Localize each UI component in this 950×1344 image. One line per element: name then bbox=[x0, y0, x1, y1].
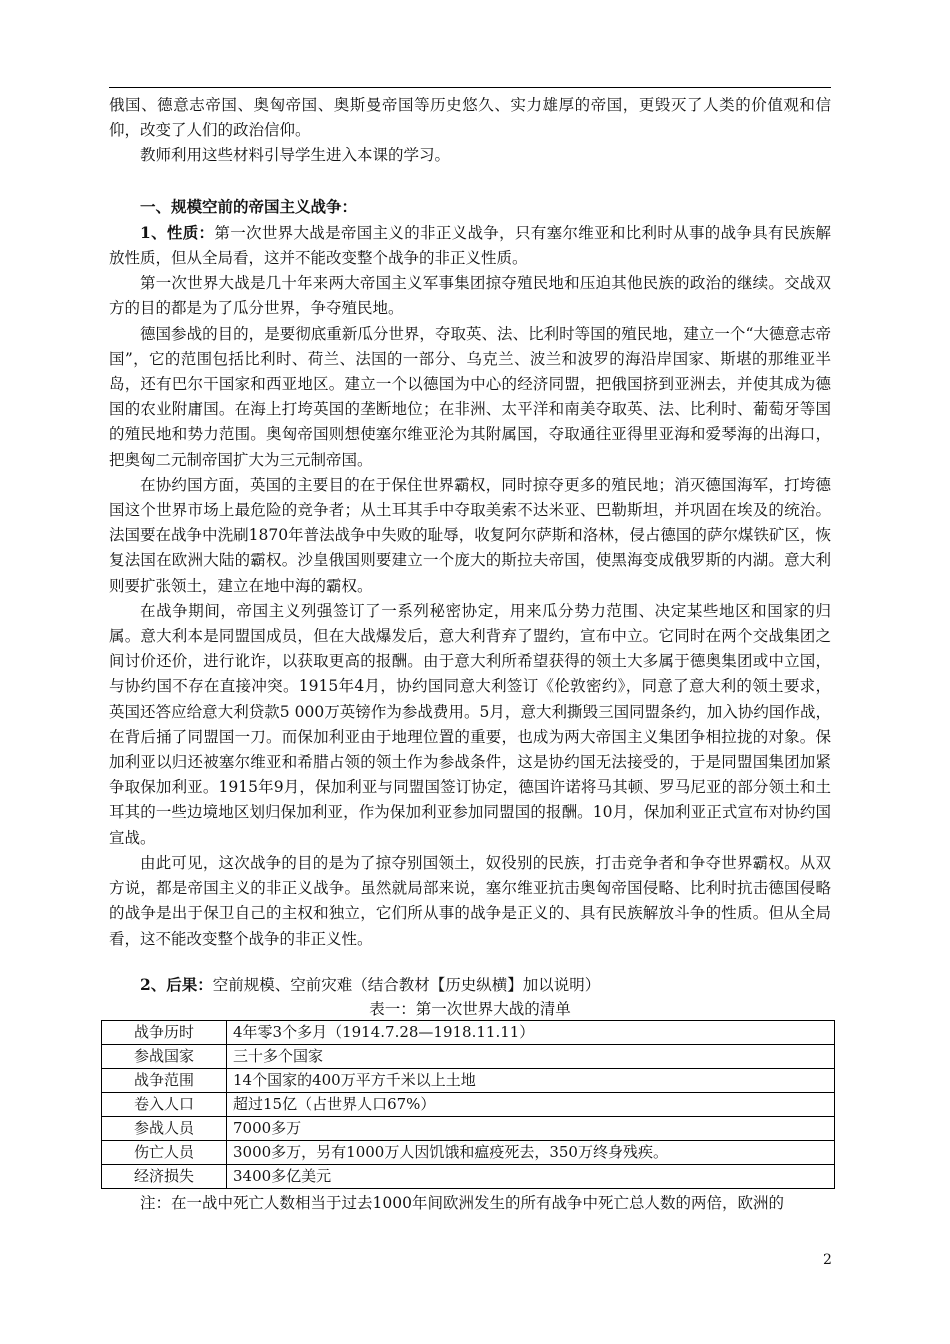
table-row bbox=[102, 1044, 835, 1068]
table-caption: 表一：第一次世界大战的清单 bbox=[369, 999, 571, 1018]
table-row-value: 3000多万，另有1000万人因饥饿和瘟疫死去，350万终身残疾。 bbox=[227, 1140, 835, 1164]
header-rule bbox=[109, 87, 831, 88]
paragraph-2: 第一次世界大战是几十年来两大帝国主义军事集团掠夺殖民地和压迫其他民族的政治的继续。交战双方的目的都是为了瓜分世界，争夺殖民地。 bbox=[109, 274, 831, 318]
result-paragraph bbox=[109, 972, 831, 998]
page-number: 2 bbox=[823, 1252, 832, 1268]
table-row bbox=[102, 1020, 835, 1044]
nature-label: 1、性质： bbox=[140, 222, 215, 242]
nature-paragraph bbox=[109, 220, 831, 271]
table-row bbox=[102, 1092, 835, 1116]
table-row-label: 伤亡人员 bbox=[102, 1140, 227, 1164]
table-row-value: 4年零3个多月（1914.7.28—1918.11.11） bbox=[227, 1020, 835, 1044]
table-row-label: 战争历时 bbox=[102, 1020, 227, 1044]
table-row-label: 参战人员 bbox=[102, 1116, 227, 1140]
intro-continuation: 俄国、德意志帝国、奥匈帝国、奥斯曼帝国等历史悠久、实力雄厚的帝国，更毁灭了人类的价值观和信仰，改变了人们的政治信仰。 bbox=[109, 96, 831, 140]
table-row-label: 经济损失 bbox=[102, 1164, 227, 1188]
paragraph-5: 在战争期间，帝国主义列强签订了一系列秘密协定，用来瓜分势力范围、决定某些地区和国家的归属。意大利本是同盟国成员，但在大战爆发后，意大利背弃了盟约，宣布中立。它同时在两个交战集团之间讨价还价，进行讹诈，以获取更高的报酬。由于意大利所希望获得的领土大多属于德奥集团或中立国，与协约国不存在直接冲突。1915年4月，协约国同意大利签订《伦敦密约》，同意了意大利的领土要求，英国还答应给意大利贷款5 000万英镑作为参战费用。5月，意大利撕毁三国同盟条约，加入协约国作战，在背后捅了同盟国一刀。而保加利亚由于地理位置的重要，也成为两大帝国主义集团争相拉拢的对象。保加利亚以归还被塞尔维亚和希腊占领的领土作为参战条件，这是协约国无法接受的，于是同盟国集团加紧争取保加利亚。1915年9月，保加利亚与同盟国签订协定，德国许诺将马其顿、罗马尼亚的部分领土和土耳其的一些边境地区划归保加利亚，作为保加利亚参加同盟国的报酬。10月，保加利亚正式宣布对协约国宣战。 bbox=[109, 601, 831, 847]
section-heading bbox=[109, 194, 831, 220]
teacher-note: 教师利用这些材料引导学生进入本课的学习。 bbox=[140, 146, 451, 165]
table-row-value: 14个国家的400万平方千米以上土地 bbox=[227, 1068, 835, 1092]
table-row-label: 战争范围 bbox=[102, 1068, 227, 1092]
result-text: 空前规模、空前灾难（结合教材【历史纵横】加以说明） bbox=[212, 975, 601, 994]
result-label: 2、后果： bbox=[140, 974, 213, 994]
paragraph-4: 在协约国方面，英国的主要目的在于保住世界霸权，同时掠夺更多的殖民地；消灭德国海军，打垮德国这个世界市场上最危险的竞争者；从土耳其手中夺取美索不达米亚、巴勒斯坦，并巩固在埃及的统治。法国要在战争中洗刷1870年普法战争中失败的耻辱，收复阿尔萨斯和洛林，侵占德国的萨尔煤铁矿区，恢复法国在欧洲大陆的霸权。沙皇俄国则要建立一个庞大的斯拉夫帝国，使黑海变成俄罗斯的内湖。意大利则要扩张领土，建立在地中海的霸权。 bbox=[109, 475, 831, 595]
table-row-label: 卷入人口 bbox=[102, 1092, 227, 1116]
table-row-value: 7000多万 bbox=[227, 1116, 835, 1140]
table-row-label: 参战国家 bbox=[102, 1044, 227, 1068]
paragraph-6: 由此可见，这次战争的目的是为了掠夺别国领土，奴役别的民族，打击竞争者和争夺世界霸权。从双方说，都是帝国主义的非正义战争。虽然就局部来说，塞尔维亚抗击奥匈帝国侵略、比利时抗击德国侵略的战争是出于保卫自己的主权和独立，它们所从事的战争是正义的、具有民族解放斗争的性质。但从全局看，这不能改变整个战争的非正义性。 bbox=[109, 853, 831, 948]
table-row-value: 3400多亿美元 bbox=[227, 1164, 835, 1188]
table-row bbox=[102, 1164, 835, 1188]
table-row-value: 三十多个国家 bbox=[227, 1044, 835, 1068]
document-body bbox=[109, 93, 831, 1216]
table-row bbox=[102, 1140, 835, 1164]
table-note: 注：在一战中死亡人数相当于过去1000年间欧洲发生的所有战争中死亡总人数的两倍，欧洲的 bbox=[140, 1193, 784, 1212]
section-heading-text: 一、规模空前的帝国主义战争： bbox=[140, 196, 358, 216]
table-row-value: 超过15亿（占世界人口67%） bbox=[227, 1092, 835, 1116]
paragraph-3: 德国参战的目的，是要彻底重新瓜分世界，夺取英、法、比利时等国的殖民地，建立一个“大德意志帝国”，它的范围包括比利时、荷兰、法国的一部分、乌克兰、波兰和波罗的海沿岸国家、斯堪的那维亚半岛，还有巴尔干国家和西亚地区。建立一个以德国为中心的经济同盟，把俄国挤到亚洲去，并使其成为德国的农业附庸国。在海上打垮英国的垄断地位；在非洲、太平洋和南美夺取英、法、比利时、葡萄牙等国的殖民地和势力范围。奥匈帝国则想使塞尔维亚沦为其附属国，夺取通往亚得里亚海和爱琴海的出海口，把奥匈二元制帝国扩大为三元制帝国。 bbox=[109, 324, 831, 469]
nature-text: 第一次世界大战是帝国主义的非正义战争，只有塞尔维亚和比利时从事的战争具有民族解放性质，但从全局看，这并不能改变整个战争的非正义性质。 bbox=[109, 223, 831, 268]
war-summary-table bbox=[101, 1020, 835, 1189]
table-row bbox=[102, 1068, 835, 1092]
table-row bbox=[102, 1116, 835, 1140]
